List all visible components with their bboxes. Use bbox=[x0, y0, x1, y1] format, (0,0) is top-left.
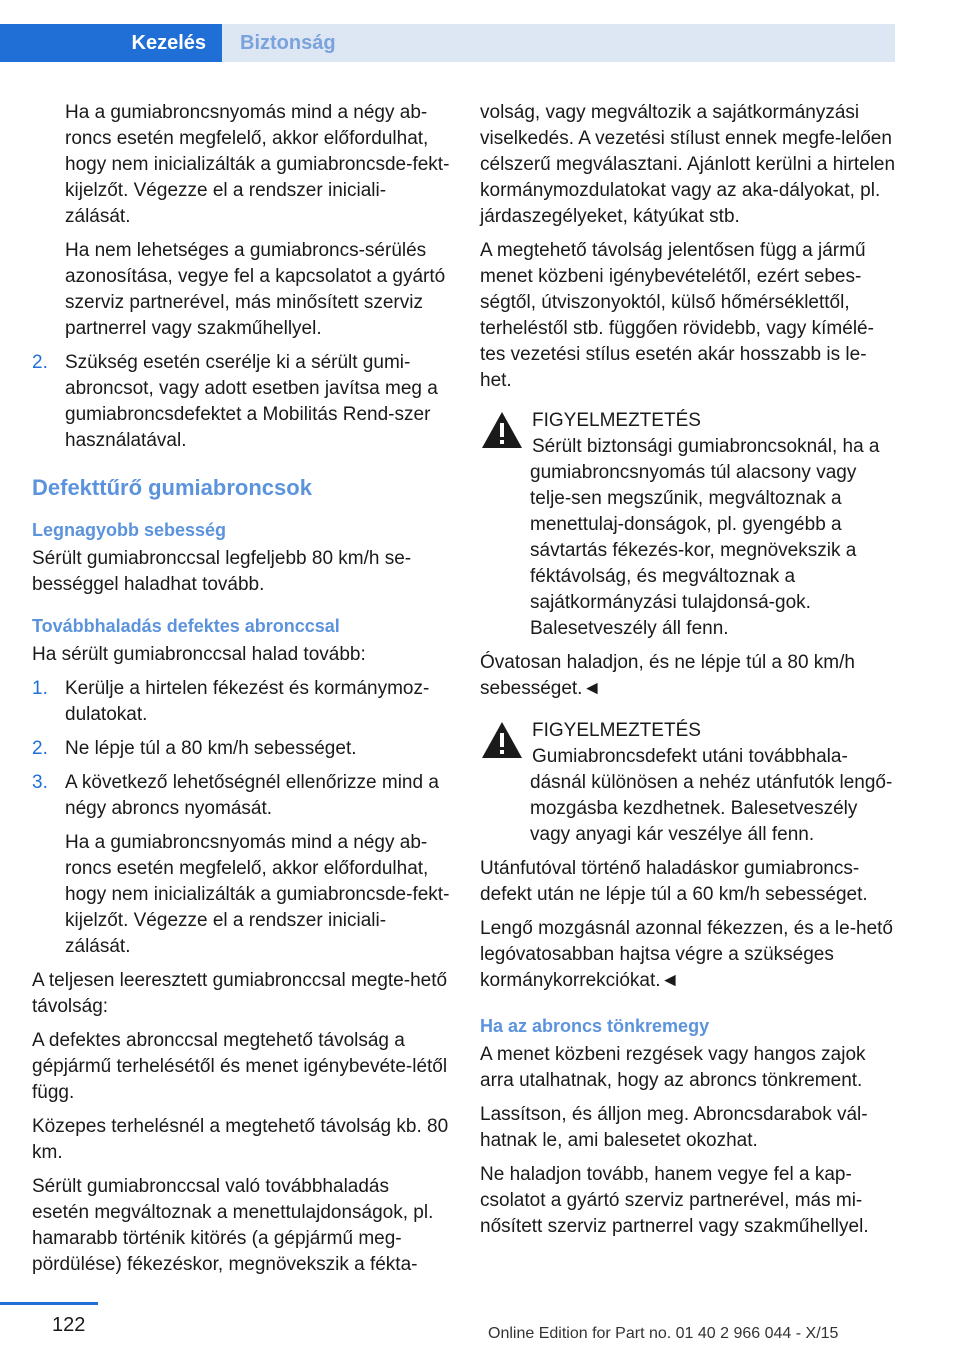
paragraph: A defektes abronccsal megtehető távolság a gépjármű terhelésétől és menet igénybevéte-létől függ. bbox=[32, 1030, 448, 1103]
list-number: 2. bbox=[32, 738, 48, 759]
warning-text: Sérült biztonsági gumiabroncsoknál, ha a gumiabroncsnyomás túl alacsony vagy telje-sen megszűnik, megváltoznak a menettulaj-donságok, pl. gyengébb a sávtartás fékezés-kor, megnövekszik a féktávolság, és megváltoznak a sajátkormányzási tulajdonsá-gok. Balesetveszély áll fenn. bbox=[530, 436, 880, 639]
list-item-text: Szükség esetén cserélje ki a sérült gumi-abroncsot, vagy adott esetben javítsa meg a gumiabroncsdefektet a Mobilitás Rend-szer használatával. bbox=[65, 352, 438, 451]
paragraph: Lengő mozgásnál azonnal fékezzen, és a le-hető legóvatosabban hajtsa végre a szükséges kormánykorrekciókat.◄ bbox=[480, 918, 893, 991]
paragraph: Ha nem lehetséges a gumiabroncs-sérülés azonosítása, vegye fel a kapcsolatot a gyártó szerviz partnerével, más minősített szerviz partnerrel vagy szakműhellyel. bbox=[65, 240, 446, 339]
warning-block bbox=[480, 718, 898, 848]
footer-edition: Online Edition for Part no. 01 40 2 966 044 - X/15 bbox=[488, 1325, 839, 1342]
tab-kezeles[interactable]: Kezelés bbox=[0, 24, 222, 62]
warning-triangle-icon bbox=[480, 410, 524, 450]
warning-title: FIGYELMEZTETÉS bbox=[532, 410, 701, 431]
paragraph: Ha sérült gumiabronccsal halad tovább: bbox=[32, 644, 366, 665]
paragraph: A menet közbeni rezgések vagy hangos zajok arra utalhatnak, hogy az abroncs tönkrement. bbox=[480, 1044, 866, 1091]
list-item bbox=[32, 736, 450, 762]
list-number: 1. bbox=[32, 678, 48, 699]
footer-divider bbox=[0, 1302, 98, 1305]
page-number: 122 bbox=[52, 1314, 86, 1336]
list-item-text: A következő lehetőségnél ellenőrizze mind a négy abroncs nyomását. bbox=[65, 772, 439, 819]
left-column bbox=[32, 100, 450, 1286]
paragraph: volság, vagy megváltozik a sajátkormányzási viselkedés. A vezetési stílust ennek megfe-lelően célszerű megválasztani. Ajánlott kerülni a hirtelen kormánymozdulatokat vagy az aka-dályokat, pl. járdaszegélyeket, kátyúkat stb. bbox=[480, 102, 896, 227]
list-item bbox=[32, 350, 450, 454]
list-item-text: Kerülje a hirtelen fékezést és kormánymoz-dulatokat. bbox=[65, 678, 430, 725]
paragraph: A teljesen leeresztett gumiabronccsal megte-hető távolság: bbox=[32, 970, 448, 1017]
section-heading: Defekttűrő gumiabroncsok bbox=[32, 475, 312, 500]
warning-triangle-icon bbox=[480, 720, 524, 760]
paragraph: Óvatosan haladjon, és ne lépje túl a 80 km/h sebességet.◄ bbox=[480, 652, 855, 699]
paragraph: Közepes terhelésnél a megtehető távolság kb. 80 km. bbox=[32, 1116, 449, 1163]
subsection-heading: Továbbhaladás defektes abronccsal bbox=[32, 616, 340, 636]
paragraph: Utánfutóval történő haladáskor gumiabroncs-defekt után ne lépje túl a 60 km/h sebességet. bbox=[480, 858, 868, 905]
list-item bbox=[32, 770, 450, 822]
paragraph: Ha a gumiabroncsnyomás mind a négy ab-roncs esetén megfelelő, akkor előfordulhat, hogy nem inicializálták a gumiabroncsde-fekt-kijelzőt. Végezze el a rendszer iniciali-zálását. bbox=[65, 102, 450, 227]
list-item-text: Ne lépje túl a 80 km/h sebességet. bbox=[65, 738, 357, 759]
subsection-heading: Ha az abroncs tönkremegy bbox=[480, 1016, 710, 1036]
right-column bbox=[480, 100, 898, 1248]
warning-text: Gumiabroncsdefekt utáni továbbhala-dásnál különösen a nehéz utánfutók lengő-mozgásba kezdhetnek. Balesetveszély vagy anyagi kár veszélye áll fenn. bbox=[530, 746, 893, 845]
subsection-heading: Legnagyobb sebesség bbox=[32, 520, 227, 540]
list-item bbox=[32, 676, 450, 728]
warning-title: FIGYELMEZTETÉS bbox=[532, 720, 701, 741]
tab-biztonsag[interactable]: Biztonság bbox=[222, 24, 895, 62]
paragraph: Sérült gumiabronccsal legfeljebb 80 km/h se-bességgel haladhat tovább. bbox=[32, 548, 412, 595]
paragraph: Ne haladjon tovább, hanem vegye fel a kap-csolatot a gyártó szerviz partnerével, más mi-nősített szerviz partnerrel vagy szakműhellyel. bbox=[480, 1164, 869, 1237]
warning-block bbox=[480, 408, 898, 642]
list-number: 2. bbox=[32, 352, 48, 373]
header-tabs bbox=[0, 24, 895, 62]
paragraph: Sérült gumiabronccsal való továbbhaladás esetén megváltoznak a menettulajdonságok, pl. hamarabb történik kitörés (a gépjármű meg-pördülése) fékezéskor, megnövekszik a fékta- bbox=[32, 1176, 434, 1275]
paragraph: Ha a gumiabroncsnyomás mind a négy ab-roncs esetén megfelelő, akkor előfordulhat, hogy nem inicializálták a gumiabroncsde-fekt-kijelzőt. Végezze el a rendszer iniciali-zálását. bbox=[65, 832, 450, 957]
list-number: 3. bbox=[32, 772, 48, 793]
paragraph: A megtehető távolság jelentősen függ a jármű menet közbeni igénybevételétől, ezért sebes-ségtől, útviszonyoktól, külső hőmérséklettől, terheléstől stb. függően rövidebb, vagy kímélé-tes vezetési stílus esetén akár hosszabb is le-het. bbox=[480, 240, 874, 391]
paragraph: Lassítson, és álljon meg. Abroncsdarabok vál-hatnak le, ami balesetet okozhat. bbox=[480, 1104, 868, 1151]
